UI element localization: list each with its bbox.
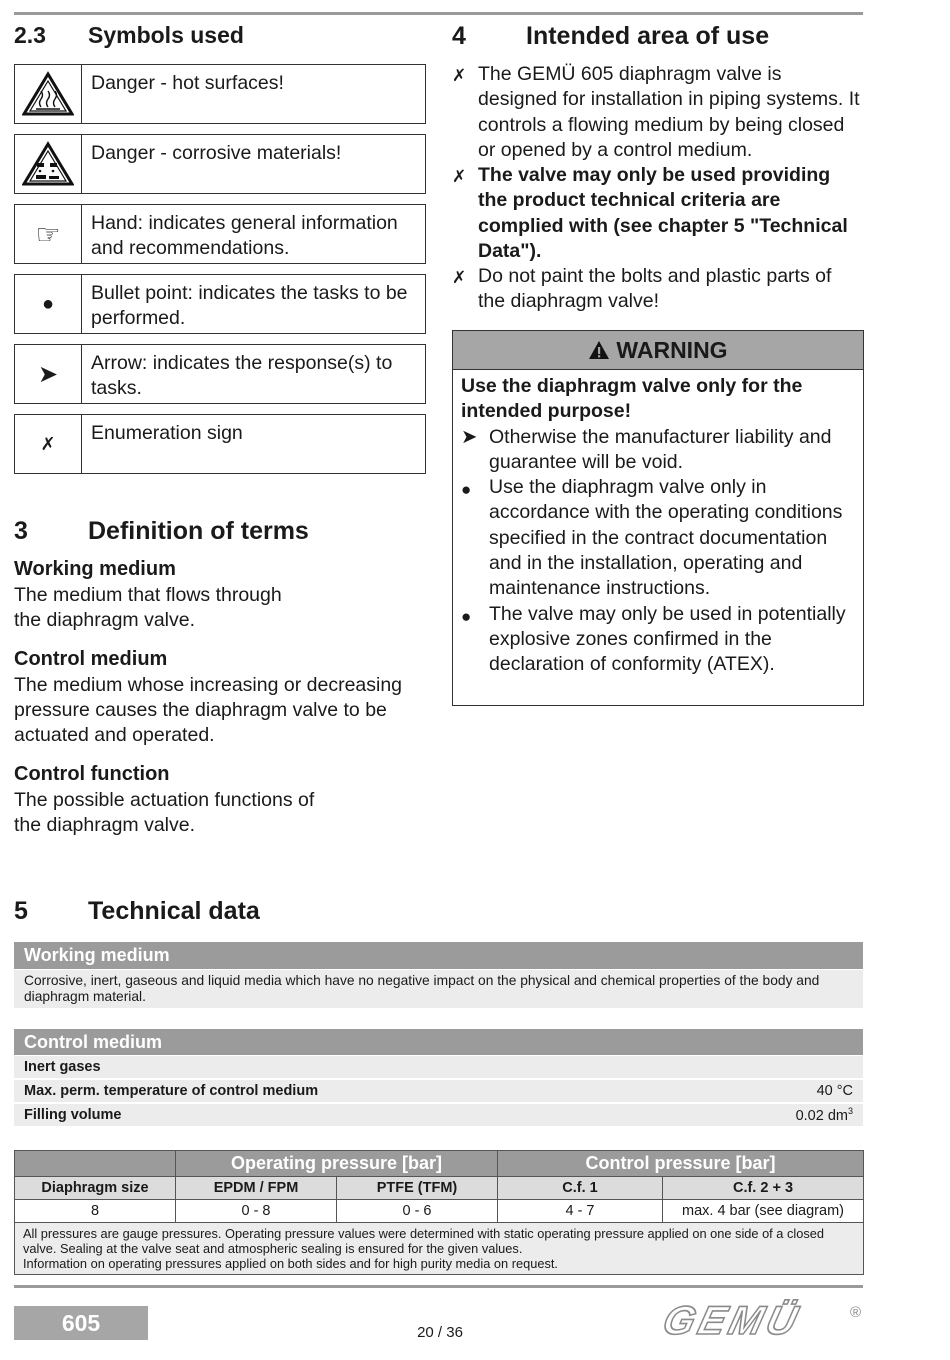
symbol-text: Danger - hot surfaces! xyxy=(91,72,284,94)
warning-triangle-icon xyxy=(588,340,610,360)
row-value-sup: 3 xyxy=(847,1106,853,1117)
warning-hot-surface-icon xyxy=(15,65,82,123)
enumeration-icon: ✗ xyxy=(452,268,467,287)
row-label: Filling volume xyxy=(24,1107,122,1123)
column-header: C.f. 1 xyxy=(498,1177,663,1200)
working-medium-text xyxy=(14,970,863,1008)
symbol-text: Bullet point: indicates the tasks to be performed. xyxy=(91,282,408,329)
registered-mark: ® xyxy=(850,1304,862,1321)
control-medium-header: Control medium xyxy=(14,1029,863,1055)
warning-item-text: Otherwise the manufacturer liability and guarantee will be void. xyxy=(489,425,832,473)
warning-corrosive-icon xyxy=(15,135,82,193)
sec5-number: 5 xyxy=(14,897,28,925)
column-header: PTFE (TFM) xyxy=(337,1177,498,1200)
list-item xyxy=(452,62,862,163)
term-heading: Working medium xyxy=(14,558,176,580)
warning-bullet-item xyxy=(461,602,855,678)
warning-item-text: The valve may only be used in potentially explosive zones confirmed in the declaration of conformity (ATEX). xyxy=(489,602,846,676)
pressure-note xyxy=(15,1223,864,1275)
bottom-rule xyxy=(14,1285,863,1288)
gemu-logo-text: GEMÜ xyxy=(658,1299,806,1343)
arrow-icon: ➤ xyxy=(15,345,82,403)
operating-pressure-header: Operating pressure [bar] xyxy=(176,1151,498,1177)
symbol-text: Hand: indicates general information and recommendations. xyxy=(91,212,398,259)
term-text: The medium that flows through the diaphragm valve. xyxy=(14,584,282,631)
term-text: The possible actuation functions of the diaphragm valve. xyxy=(14,789,315,836)
warning-box xyxy=(452,330,864,706)
warning-bullet-item xyxy=(461,475,855,601)
sec4-number: 4 xyxy=(452,22,466,50)
row-label: Max. perm. temperature of control medium xyxy=(24,1083,319,1099)
warning-arrow-item xyxy=(461,425,855,476)
list-item xyxy=(452,264,862,315)
enumeration-icon: ✗ xyxy=(452,167,467,186)
sec23-title: Symbols used xyxy=(88,22,244,48)
working-medium-header: Working medium xyxy=(14,942,863,969)
sec3-number: 3 xyxy=(14,517,28,545)
bullet-icon: ● xyxy=(461,480,472,500)
row-value: 40 °C xyxy=(816,1083,853,1099)
pressure-table xyxy=(14,1150,864,1275)
warning-body xyxy=(453,370,863,682)
enumeration-icon: ✗ xyxy=(452,66,467,85)
warning-lead: Use the diaphragm valve only for the intended purpose! xyxy=(461,375,803,423)
column-header: C.f. 2 + 3 xyxy=(663,1177,864,1200)
warning-header xyxy=(453,331,863,370)
table-cell: 0 - 8 xyxy=(176,1200,337,1223)
table-cell: max. 4 bar (see diagram) xyxy=(663,1200,864,1223)
table-cell: 4 - 7 xyxy=(498,1200,663,1223)
symbol-row-bullet xyxy=(14,274,426,334)
table-cell: 0 - 6 xyxy=(337,1200,498,1223)
control-pressure-header: Control pressure [bar] xyxy=(498,1151,864,1177)
enumeration-icon: ✗ xyxy=(15,415,82,473)
hand-pointing-icon: ☞ xyxy=(15,205,82,263)
bullet-icon: ● xyxy=(461,606,472,626)
table-row xyxy=(14,1055,863,1078)
row-value: 0.02 dm xyxy=(795,1107,848,1124)
symbol-row-hand xyxy=(14,204,426,264)
table-row xyxy=(14,1103,863,1126)
symbol-row-arrow xyxy=(14,344,426,404)
symbol-row-hot xyxy=(14,64,426,124)
table-row xyxy=(14,1079,863,1102)
pressure-empty-header xyxy=(15,1151,176,1177)
list-item xyxy=(452,163,862,264)
column-header: Diaphragm size xyxy=(15,1177,176,1200)
working-medium-desc: Corrosive, inert, gaseous and liquid media which have no negative impact on the physical and chemical properties of the body and diaphragm material. xyxy=(24,973,820,1004)
table-cell: 8 xyxy=(15,1200,176,1223)
sec5-title: Technical data xyxy=(88,897,260,925)
warning-title: WARNING xyxy=(616,336,728,363)
symbol-row-corrosive xyxy=(14,134,426,194)
arrow-icon: ➤ xyxy=(461,425,478,448)
list-item-text: The GEMÜ 605 diaphragm valve is designed for installation in piping systems. It controls a flowing medium by being closed or opened by a control medium. xyxy=(478,63,860,161)
symbol-text: Danger - corrosive materials! xyxy=(91,142,342,164)
sec3-title: Definition of terms xyxy=(88,517,309,545)
term-heading: Control function xyxy=(14,763,170,785)
sec4-title: Intended area of use xyxy=(526,22,770,50)
gemu-logo xyxy=(658,1299,854,1343)
top-rule xyxy=(14,12,863,15)
product-badge: 605 xyxy=(14,1306,148,1340)
list-item-text: The valve may only be used providing the product technical criteria are complied with (see chapter 5 "Technical Data"). xyxy=(478,164,848,262)
warning-item-text: Use the diaphragm valve only in accordance with the operating conditions specified in the contract documentation and in the installation, operating and maintenance instructions. xyxy=(489,476,843,600)
sec23-number: 2.3 xyxy=(14,22,46,48)
symbol-text: Enumeration sign xyxy=(91,422,243,444)
row-value-wrap xyxy=(796,1106,853,1124)
list-item-text: Do not paint the bolts and plastic parts of the diaphragm valve! xyxy=(478,265,832,313)
pressure-note-2: Information on operating pressures applied on both sides and for high purity media on request. xyxy=(23,1256,558,1271)
term-text: The medium whose increasing or decreasing pressure causes the diaphragm valve to be actuated and operated. xyxy=(14,674,403,746)
term-heading: Control medium xyxy=(14,648,168,670)
symbol-text: Arrow: indicates the response(s) to tasks. xyxy=(91,352,393,399)
bullet-icon: ● xyxy=(15,275,82,333)
row-label: Inert gases xyxy=(24,1059,101,1075)
pressure-note-1: All pressures are gauge pressures. Operating pressure values were determined with static operating pressure applied on one side of a closed valve. Sealing at the valve seat and atmospheric sealing is ensured for the given values. xyxy=(23,1226,824,1256)
column-header: EPDM / FPM xyxy=(176,1177,337,1200)
page-number: 20 / 36 xyxy=(417,1324,463,1341)
symbol-row-enumeration xyxy=(14,414,426,474)
